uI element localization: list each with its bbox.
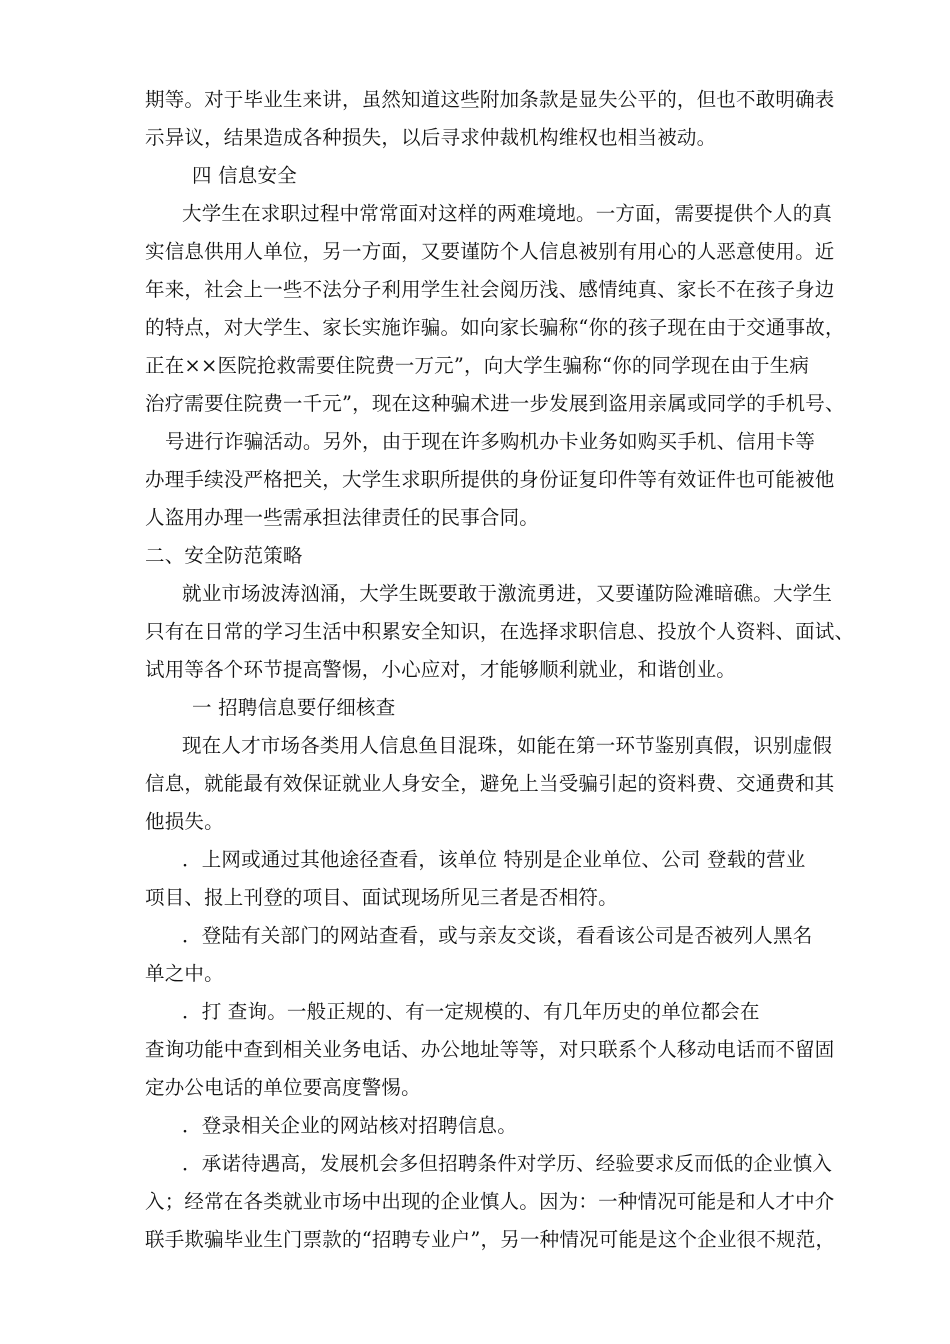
list-item: ．打 查询。一般正规的、有一定规模的、有几年历史的单位都会在 bbox=[182, 1000, 760, 1023]
text-line: 只有在日常的学习生活中积累安全知识，在选择求职信息、投放个人资料、面试、 bbox=[145, 620, 855, 643]
text-line: 号进行诈骗活动。另外，由于现在许多购机办卡业务如购买手机、信用卡等 bbox=[165, 430, 816, 453]
text-line: 办理手续没严格把关，大学生求职所提供的身份证复印件等有效证件也可能被他 bbox=[145, 468, 835, 491]
text-line: 年来，社会上一些不法分子利用学生社会阅历浅、感情纯真、家长不在孩子身边 bbox=[145, 278, 835, 301]
list-item: ．登录相关企业的网站核对招聘信息。 bbox=[182, 1114, 517, 1137]
section-heading: 四 信息安全 bbox=[192, 164, 297, 187]
section-heading: 二、安全防范策略 bbox=[145, 544, 303, 567]
text-line: 联手欺骗毕业生门票款的“招聘专业户”，另一种情况可能是这个企业很不规范， bbox=[145, 1228, 836, 1251]
text-line: 示异议，结果造成各种损失，以后寻求仲裁机构维权也相当被动。 bbox=[145, 126, 717, 149]
text-line: 正在××医院抢救需要住院费一万元”，向大学生骗称“你的同学现在由于生病 bbox=[145, 354, 810, 377]
list-item: ．上网或通过其他途径查看，该单位 特别是企业单位、公司 登载的营业 bbox=[182, 848, 806, 871]
text-line: 单之中。 bbox=[145, 962, 224, 985]
text-line: 治疗需要住院费一千元”，现在这种骗术进一步发展到盗用亲属或同学的手机号、 bbox=[145, 392, 845, 415]
text-line: 定办公电话的单位要高度警惕。 bbox=[145, 1076, 421, 1099]
text-line: 的特点，对大学生、家长实施诈骗。如向家长骗称“你的孩子现在由于交通事故， bbox=[145, 316, 845, 339]
text-line: 入；经常在各类就业市场中出现的企业慎人。因为：一种情况可能是和人才中介 bbox=[145, 1190, 835, 1213]
section-heading: 一 招聘信息要仔细核查 bbox=[192, 696, 396, 719]
text-line: 实信息供用人单位，另一方面，又要谨防个人信息被别有用心的人恶意使用。近 bbox=[145, 240, 835, 263]
text-line: 信息，就能最有效保证就业人身安全，避免上当受骗引起的资料费、交通费和其 bbox=[145, 772, 835, 795]
text-line: 现在人才市场各类用人信息鱼目混珠，如能在第一环节鉴别真假，识别虚假 bbox=[182, 734, 833, 757]
list-item: ．登陆有关部门的网站查看，或与亲友交谈，看看该公司是否被列人黑名 bbox=[182, 924, 813, 947]
text-line: 查询功能中查到相关业务电话、办公地址等等，对只联系个人移动电话而不留固 bbox=[145, 1038, 835, 1061]
text-line: 他损失。 bbox=[145, 810, 224, 833]
text-line: 试用等各个环节提高警惕，小心应对，才能够顺利就业，和谐创业。 bbox=[145, 658, 737, 681]
text-line: 项目、报上刊登的项目、面试现场所见三者是否相符。 bbox=[145, 886, 618, 909]
text-line: 人盗用办理一些需承担法律责任的民事合同。 bbox=[145, 506, 540, 529]
list-item: ．承诺待遇高，发展机会多但招聘条件对学历、经验要求反而低的企业慎入 bbox=[182, 1152, 833, 1175]
text-line: 就业市场波涛汹涌，大学生既要敢于激流勇进，又要谨防险滩暗礁。大学生 bbox=[182, 582, 833, 605]
text-line: 大学生在求职过程中常常面对这样的两难境地。一方面，需要提供个人的真 bbox=[182, 202, 833, 225]
text-line: 期等。对于毕业生来讲，虽然知道这些附加条款是显失公平的，但也不敢明确表 bbox=[145, 88, 835, 111]
